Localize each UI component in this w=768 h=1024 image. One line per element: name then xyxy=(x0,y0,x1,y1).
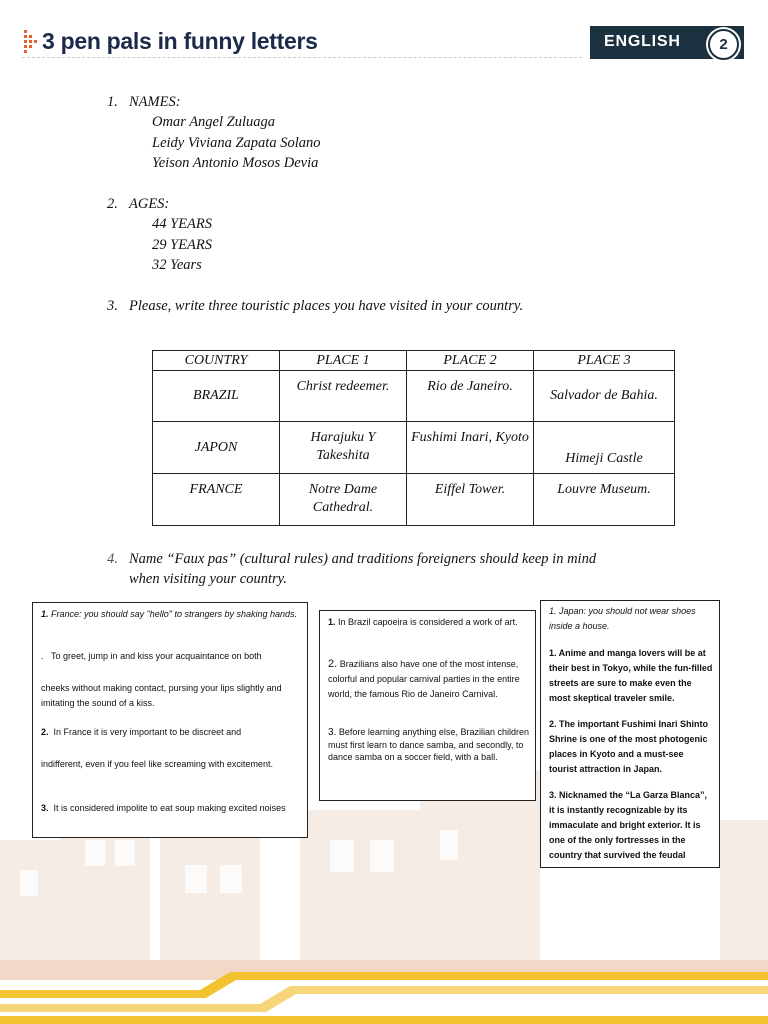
item-number: 3. xyxy=(328,727,337,738)
item-text: Brazilians also have one of the most intense, colorful and popular carnival parties in the entire world, the famous Rio de Janeiro Carnival. xyxy=(328,659,520,699)
table-cell: Louvre Museum. xyxy=(534,474,675,526)
name-item: Yeison Antonio Mosos Devia xyxy=(152,155,319,171)
item-number: 2. xyxy=(328,658,338,670)
question-label-line1: Name “Faux pas” (cultural rules) and traditions foreigners should keep in mind xyxy=(129,551,597,567)
box-item xyxy=(41,801,301,816)
table-cell-country: BRAZIL xyxy=(153,371,280,422)
item-number: 3. xyxy=(41,803,49,813)
box-item xyxy=(549,604,713,634)
box-item xyxy=(328,726,529,763)
item-text: In Brazil capoeira is considered a work of art. xyxy=(338,617,518,627)
logo-arrow-icon xyxy=(24,30,40,54)
box-item: 3. Nicknamed the “La Garza Blanca”, it is instantly recognizable by its immaculate and bright exterior. It is one of the only fortresses in the country that survived the feudal xyxy=(549,790,708,860)
question-number: 2. xyxy=(107,196,118,212)
item-text: It is considered impolite to eat soup making excited noises xyxy=(53,803,286,813)
box-item xyxy=(41,649,301,664)
question-number: 3. xyxy=(107,298,118,314)
box-item: 2. The important Fushimi Inari Shinto Shrine is one of the most photogenic places in Kyoto and a must-see tourist attraction in Japan. xyxy=(549,719,709,774)
item-text: Before learning anything else, Brazilian children must first learn to dance samba, and secondly, to dance samba on a soccer field, with a ball. xyxy=(328,727,529,762)
box-item: indifferent, even if you feel like screaming with excitement. xyxy=(41,759,273,769)
page-title: 3 pen pals in funny letters xyxy=(42,28,318,54)
table-header-cell: COUNTRY xyxy=(153,351,280,371)
box-item: cheeks without making contact, pursing your lips slightly and imitating the sound of a kiss. xyxy=(41,683,282,708)
badge-label: ENGLISH xyxy=(604,33,681,50)
table-cell: Himeji Castle xyxy=(534,422,675,474)
item-text: To greet, jump in and kiss your acquaintance on both xyxy=(51,651,262,661)
item-number: 1. xyxy=(41,609,49,619)
table-cell: Harajuku Y Takeshita xyxy=(280,422,407,474)
table-header-cell: PLACE 1 xyxy=(280,351,407,371)
badge-level-number: 2 xyxy=(719,36,728,53)
item-text: Japan: you should not wear shoes inside a house. xyxy=(549,606,696,631)
question-label: Please, write three touristic places you have visited in your country. xyxy=(129,298,524,314)
table-cell-country: JAPON xyxy=(153,422,280,474)
table-header-cell: PLACE 2 xyxy=(407,351,534,371)
age-item: 32 Years xyxy=(152,257,202,273)
brazil-faux-pas-box xyxy=(319,610,536,801)
age-item: 44 YEARS xyxy=(152,216,213,232)
question-names xyxy=(107,92,607,112)
question-places xyxy=(107,296,667,316)
box-item xyxy=(41,607,301,622)
question-number: 1. xyxy=(107,94,118,110)
level-badge xyxy=(590,26,744,59)
badge-level-circle xyxy=(708,29,739,60)
item-text: France: you should say "hello" to strangers by shaking hands. xyxy=(51,609,298,619)
table-cell-country: FRANCE xyxy=(153,474,280,526)
question-label-line2: when visiting your country. xyxy=(129,571,287,587)
age-item: 29 YEARS xyxy=(152,236,213,253)
table-cell: Salvador de Bahia. xyxy=(534,371,675,422)
item-number: 1. xyxy=(549,606,557,616)
question-label: NAMES: xyxy=(129,94,181,110)
header-divider xyxy=(22,57,582,58)
name-item: Omar Angel Zuluaga xyxy=(152,114,275,130)
table-row xyxy=(153,371,675,422)
box-item xyxy=(328,615,529,630)
box-item: 1. Anime and manga lovers will be at their best in Tokyo, while the fun-filled streets are sure to make even the most skeptical traveler smile. xyxy=(549,648,713,703)
table-cell: Rio de Janeiro. xyxy=(407,371,534,422)
question-ages xyxy=(107,194,607,214)
question-number: 4. xyxy=(107,551,118,567)
table-header-cell: PLACE 3 xyxy=(534,351,675,371)
france-faux-pas-box xyxy=(32,602,308,838)
table-header-row xyxy=(153,351,675,371)
places-table xyxy=(152,350,675,526)
table-row xyxy=(153,422,675,474)
table-cell: Christ redeemer. xyxy=(280,371,407,422)
question-label: AGES: xyxy=(129,196,170,212)
table-cell: Fushimi Inari, Kyoto xyxy=(407,422,534,474)
table-cell: Eiffel Tower. xyxy=(407,474,534,526)
question-faux-pas xyxy=(107,549,707,589)
table-cell: Notre Dame Cathedral. xyxy=(280,474,407,526)
box-item xyxy=(328,657,529,702)
japan-faux-pas-box xyxy=(540,600,720,868)
item-text: In France it is very important to be discreet and xyxy=(53,727,242,737)
item-number: 2. xyxy=(41,727,49,737)
item-bullet: . xyxy=(41,651,44,661)
name-item: Leidy Viviana Zapata Solano xyxy=(152,134,321,151)
item-number: 1. xyxy=(328,617,336,627)
table-row xyxy=(153,474,675,526)
box-item xyxy=(41,725,301,740)
